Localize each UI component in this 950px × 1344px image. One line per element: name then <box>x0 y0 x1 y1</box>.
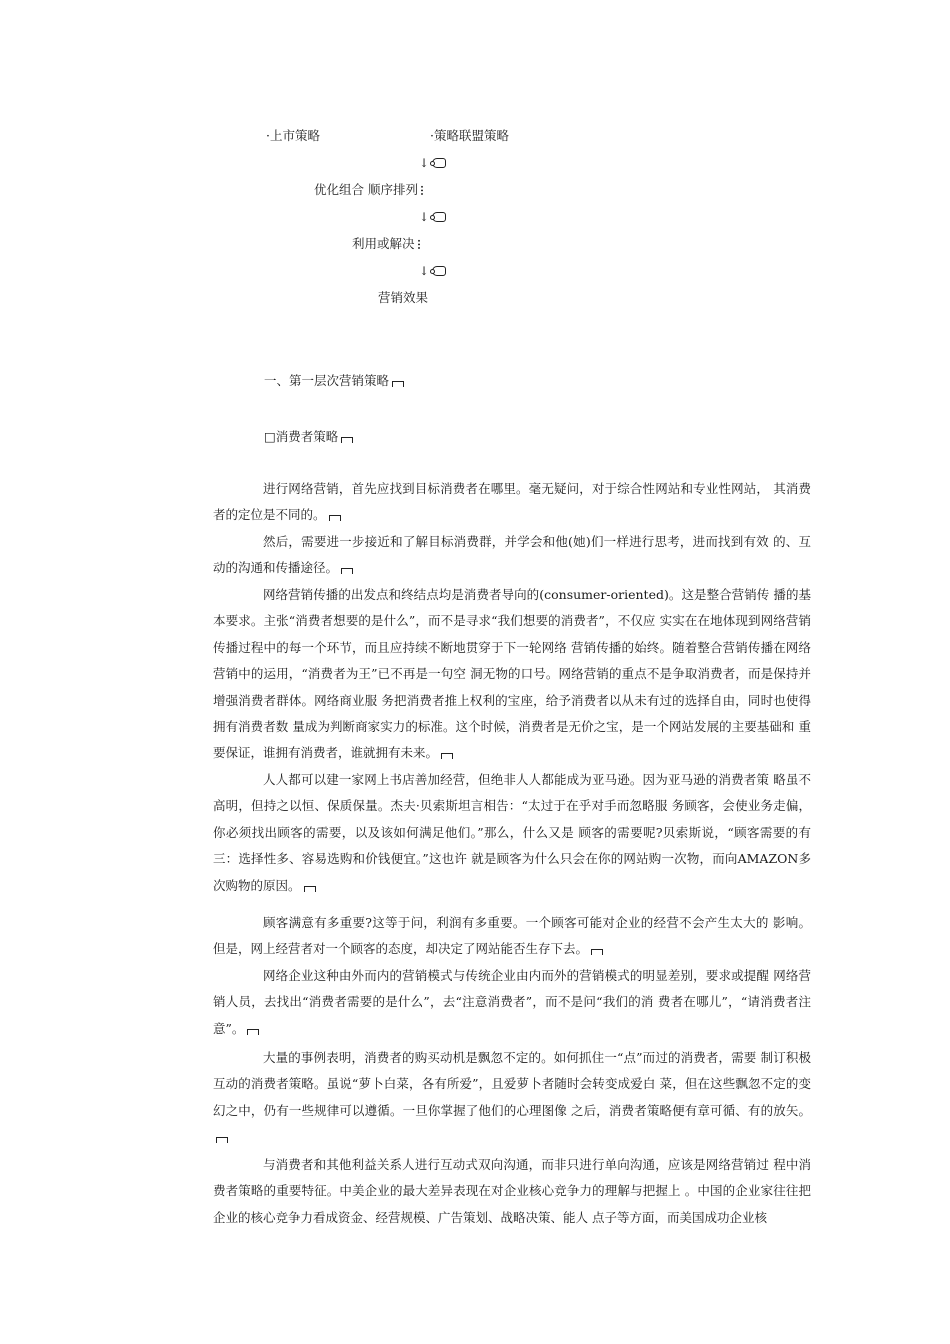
flow-item-alliance-strategy: ·策略联盟策略 <box>430 128 509 143</box>
flow-step-result: 营销效果 <box>378 290 429 305</box>
flow-step-utilize: 利用或解决 <box>352 235 420 253</box>
paragraph-mark-icon <box>247 1029 259 1035</box>
paragraph-mark-icon <box>591 949 603 955</box>
paragraph-mark-icon <box>341 437 353 443</box>
paragraph-3: 网络营销传播的出发点和终结点均是消费者导向的(consumer-oriented)。这是整合营销传 播的基本要求。主张“消费者想要的是什么”，而不是寻求“我们想要的消费者”，不仅应 实实在在地体现到网络营销传播过程中的每一个环节，而且应持续不断地贯穿于下一轮网络 营销传播的始终。随着整合营销传播在网络营销中的运用，“消费者为王”已不再是一句空 洞无物的口号。网络营销的重点不是争取消费者，而是保持并增强消费者群体。网络商业服 务把消费者推上权利的宝座，给予消费者以从未有过的选择自由，同时也使得拥有消费者数 量成为判断商家实力的标准。这个时候，消费者是无价之宝，是一个网站发展的主要基础和 重要保证，谁拥有消费者，谁就拥有未来。 <box>213 587 811 761</box>
vertical-dots-icon <box>418 239 420 250</box>
paragraph-mark-icon <box>341 568 353 574</box>
paragraph-7: 大量的事例表明，消费者的购买动机是飘忽不定的。如何抓住一“点”而过的消费者，需要 制订积极互动的消费者策略。虽说“萝卜白菜，各有所爱”，且爱萝卜者随时会转变成爱白 菜，但在这些飘忽不定的变幻之中，仍有一些规律可以遵循。一旦你掌握了他们的心理图像 之后，消费者策略便有章可循、有的放矢。 <box>213 1045 811 1151</box>
paragraph-mark-icon <box>441 753 453 759</box>
paragraph-mark-icon <box>329 515 341 521</box>
paragraph-mark-icon <box>216 1137 228 1143</box>
section-heading: 一、第一层次营销策略 <box>264 372 404 390</box>
paragraph-5: 顾客满意有多重要?这等于问，利润有多重要。一个顾客可能对企业的经营不会产生太大的 影响。但是，网上经营者对一个顾客的态度，却决定了网站能否生存下去。 <box>213 915 811 957</box>
paragraph-6: 网络企业这种由外而内的营销模式与传统企业由内而外的营销模式的明显差别，要求或提醒 网络营销人员，去找出“消费者需要的是什么”，去“注意消费者”，而不是问“我们的消 费者在哪儿”，“请消费者注意”。 <box>213 968 811 1036</box>
flow-arrow-2 <box>419 210 446 224</box>
flow-arrow-3 <box>419 264 446 278</box>
pointing-hand-icon <box>432 266 446 276</box>
down-arrow-icon: ↓ <box>419 264 430 278</box>
down-arrow-icon: ↓ <box>419 156 430 170</box>
flow-arrow-1 <box>419 156 446 170</box>
paragraph-1: 进行网络营销，首先应找到目标消费者在哪里。毫无疑问，对于综合性网站和专业性网站， 其消费者的定位是不同的。 <box>213 481 811 523</box>
paragraph-mark-icon <box>392 381 404 387</box>
flow-step-optimize: 优化组合 顺序排列 <box>314 181 423 199</box>
paragraph-4: 人人都可以建一家网上书店善加经营，但绝非人人都能成为亚马逊。因为亚马逊的消费者策 略虽不高明，但持之以恒、保质保量。杰夫·贝索斯坦言相告：“太过于在乎对手而忽略服 务顾客，会使业务走偏，你必须找出顾客的需要，以及该如何满足他们。”那么，什么又是 顾客的需要呢?贝索斯说，“顾客需要的有三：选择性多、容易选购和价钱便宜。”这也许 就是顾客为什么只会在你的网站购一次物，而向AMAZON多次购物的原因。 <box>213 772 811 893</box>
vertical-dots-icon <box>421 185 423 196</box>
paragraph-mark-icon <box>304 886 316 892</box>
paragraph-8: 与消费者和其他利益关系人进行互动式双向沟通，而非只进行单向沟通，应该是网络营销过 程中消费者策略的重要特征。中美企业的最大差异表现在对企业核心竞争力的理解与把握上 。中国的企业家往往把企业的核心竞争力看成资金、经营规模、广告策划、战略决策、能人 点子等方面，而美国成功企业核 <box>213 1157 811 1225</box>
down-arrow-icon: ↓ <box>419 210 430 224</box>
subsection-heading: □消费者策略 <box>264 428 353 446</box>
paragraph-2: 然后，需要进一步接近和了解目标消费群，并学会和他(她)们一样进行思考，进而找到有效 的、互动的沟通和传播途径。 <box>213 534 811 576</box>
pointing-hand-icon <box>432 212 446 222</box>
flow-item-listing-strategy: ·上市策略 <box>266 128 320 143</box>
pointing-hand-icon <box>432 158 446 168</box>
